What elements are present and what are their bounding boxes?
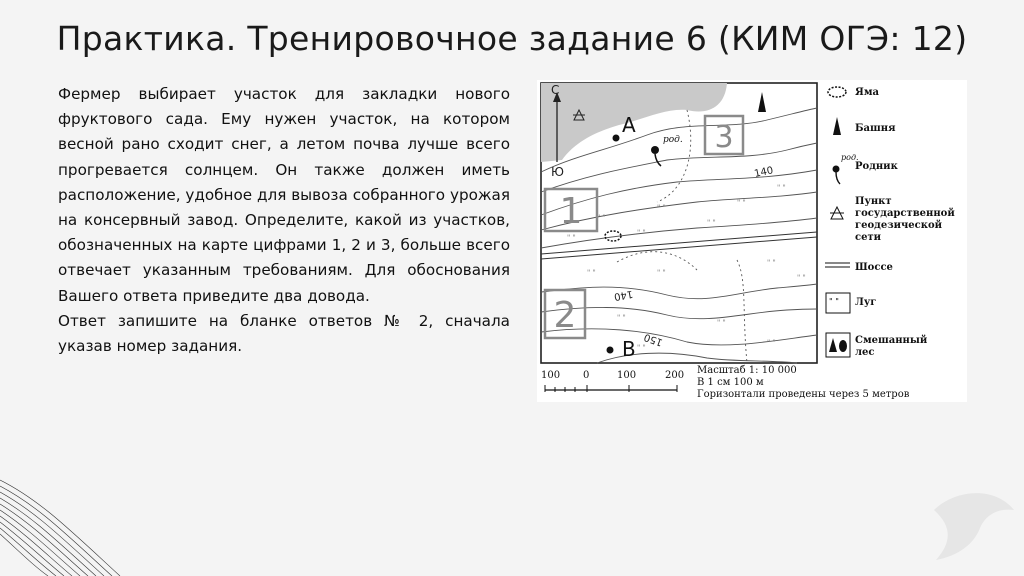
svg-text:" ": " " <box>707 219 716 227</box>
tower-icon <box>833 117 841 135</box>
point-a-label: А <box>622 113 636 137</box>
svg-text:" ": " " <box>657 204 666 212</box>
svg-text:" ": " " <box>829 297 839 306</box>
decorative-bird-logo <box>914 470 1024 576</box>
scale-tick: 100 <box>617 370 637 381</box>
contours-note: Горизонтали проведены через 5 метров <box>697 389 910 400</box>
legend-geodetic-1: Пункт <box>855 196 892 207</box>
task-text <box>58 82 510 359</box>
legend-forest-1: Смешанный <box>855 335 928 346</box>
spring-icon <box>833 166 841 185</box>
north-label: С <box>551 83 560 97</box>
legend-meadow: Луг <box>855 297 877 308</box>
svg-text:" ": " " <box>597 214 606 222</box>
contour-label: 150 <box>642 330 665 348</box>
scale-cm: В 1 см 100 м <box>697 377 764 388</box>
svg-text:" ": " " <box>767 259 776 267</box>
legend-forest-2: лес <box>855 347 875 358</box>
svg-text:" ": " " <box>637 344 646 352</box>
svg-text:" ": " " <box>657 269 666 277</box>
svg-text:" ": " " <box>737 199 746 207</box>
geodetic-point-icon <box>830 207 844 219</box>
scale-tick: 100 <box>541 370 561 381</box>
svg-text:" ": " " <box>777 184 786 192</box>
south-label: Ю <box>551 165 564 179</box>
scale-tick: 200 <box>665 370 685 381</box>
legend-geodetic-4: сети <box>855 232 882 243</box>
plot-1-label: 1 <box>559 191 583 232</box>
plot-3-label: 3 <box>714 120 734 155</box>
svg-text:" ": " " <box>617 314 626 322</box>
map-legend <box>825 87 955 358</box>
legend-spring-sym: род. <box>841 153 859 162</box>
svg-text:" ": " " <box>567 234 576 242</box>
legend-geodetic-2: государственной <box>855 208 955 219</box>
topographic-map <box>537 80 967 402</box>
contour-label: 140 <box>753 165 775 180</box>
legend-highway: Шоссе <box>855 262 893 273</box>
point-b-label: В <box>622 337 636 361</box>
answer-instruction: Ответ запишите на бланке ответов № 2, сначала указав номер задания. <box>58 311 510 356</box>
task-paragraph: Фермер выбирает участок для закладки нового фруктового сада. Ему нужен участок, на котором весной рано сходит снег, а летом почва лучше всего прогревается солнцем. Он также должен иметь расположение, удобное для вывоза собранного урожая на консервный завод. Определите, какой из участков, обозначенных на карте цифрами 1, 2 и 3, больше всего отвечает указанным требованиям. Для обоснования Вашего ответа приведите два довода. <box>58 85 510 305</box>
contour-label: 140 <box>613 287 634 302</box>
spring-map-label: род. <box>663 135 683 145</box>
legend-tower: Башня <box>855 123 896 134</box>
legend-pit: Яма <box>855 87 879 98</box>
scale-tick: 0 <box>583 370 590 381</box>
legend-spring: Родник <box>855 161 898 172</box>
plot-2-label: 2 <box>553 295 577 336</box>
scale-bar <box>541 365 910 400</box>
svg-text:" ": " " <box>717 319 726 327</box>
scale-title: Масштаб 1: 10 000 <box>697 365 797 376</box>
slide-title: Практика. Тренировочное задание 6 (КИМ ОГЭ: 12) <box>56 19 968 58</box>
svg-text:" ": " " <box>767 339 776 347</box>
svg-text:" ": " " <box>587 269 596 277</box>
point-a-marker <box>613 135 620 142</box>
svg-text:" ": " " <box>797 274 806 282</box>
decorative-waves <box>0 470 210 576</box>
svg-text:" ": " " <box>637 229 646 237</box>
point-b-marker <box>607 347 614 354</box>
legend-geodetic-3: геодезической <box>855 220 943 231</box>
pit-icon <box>828 87 846 97</box>
